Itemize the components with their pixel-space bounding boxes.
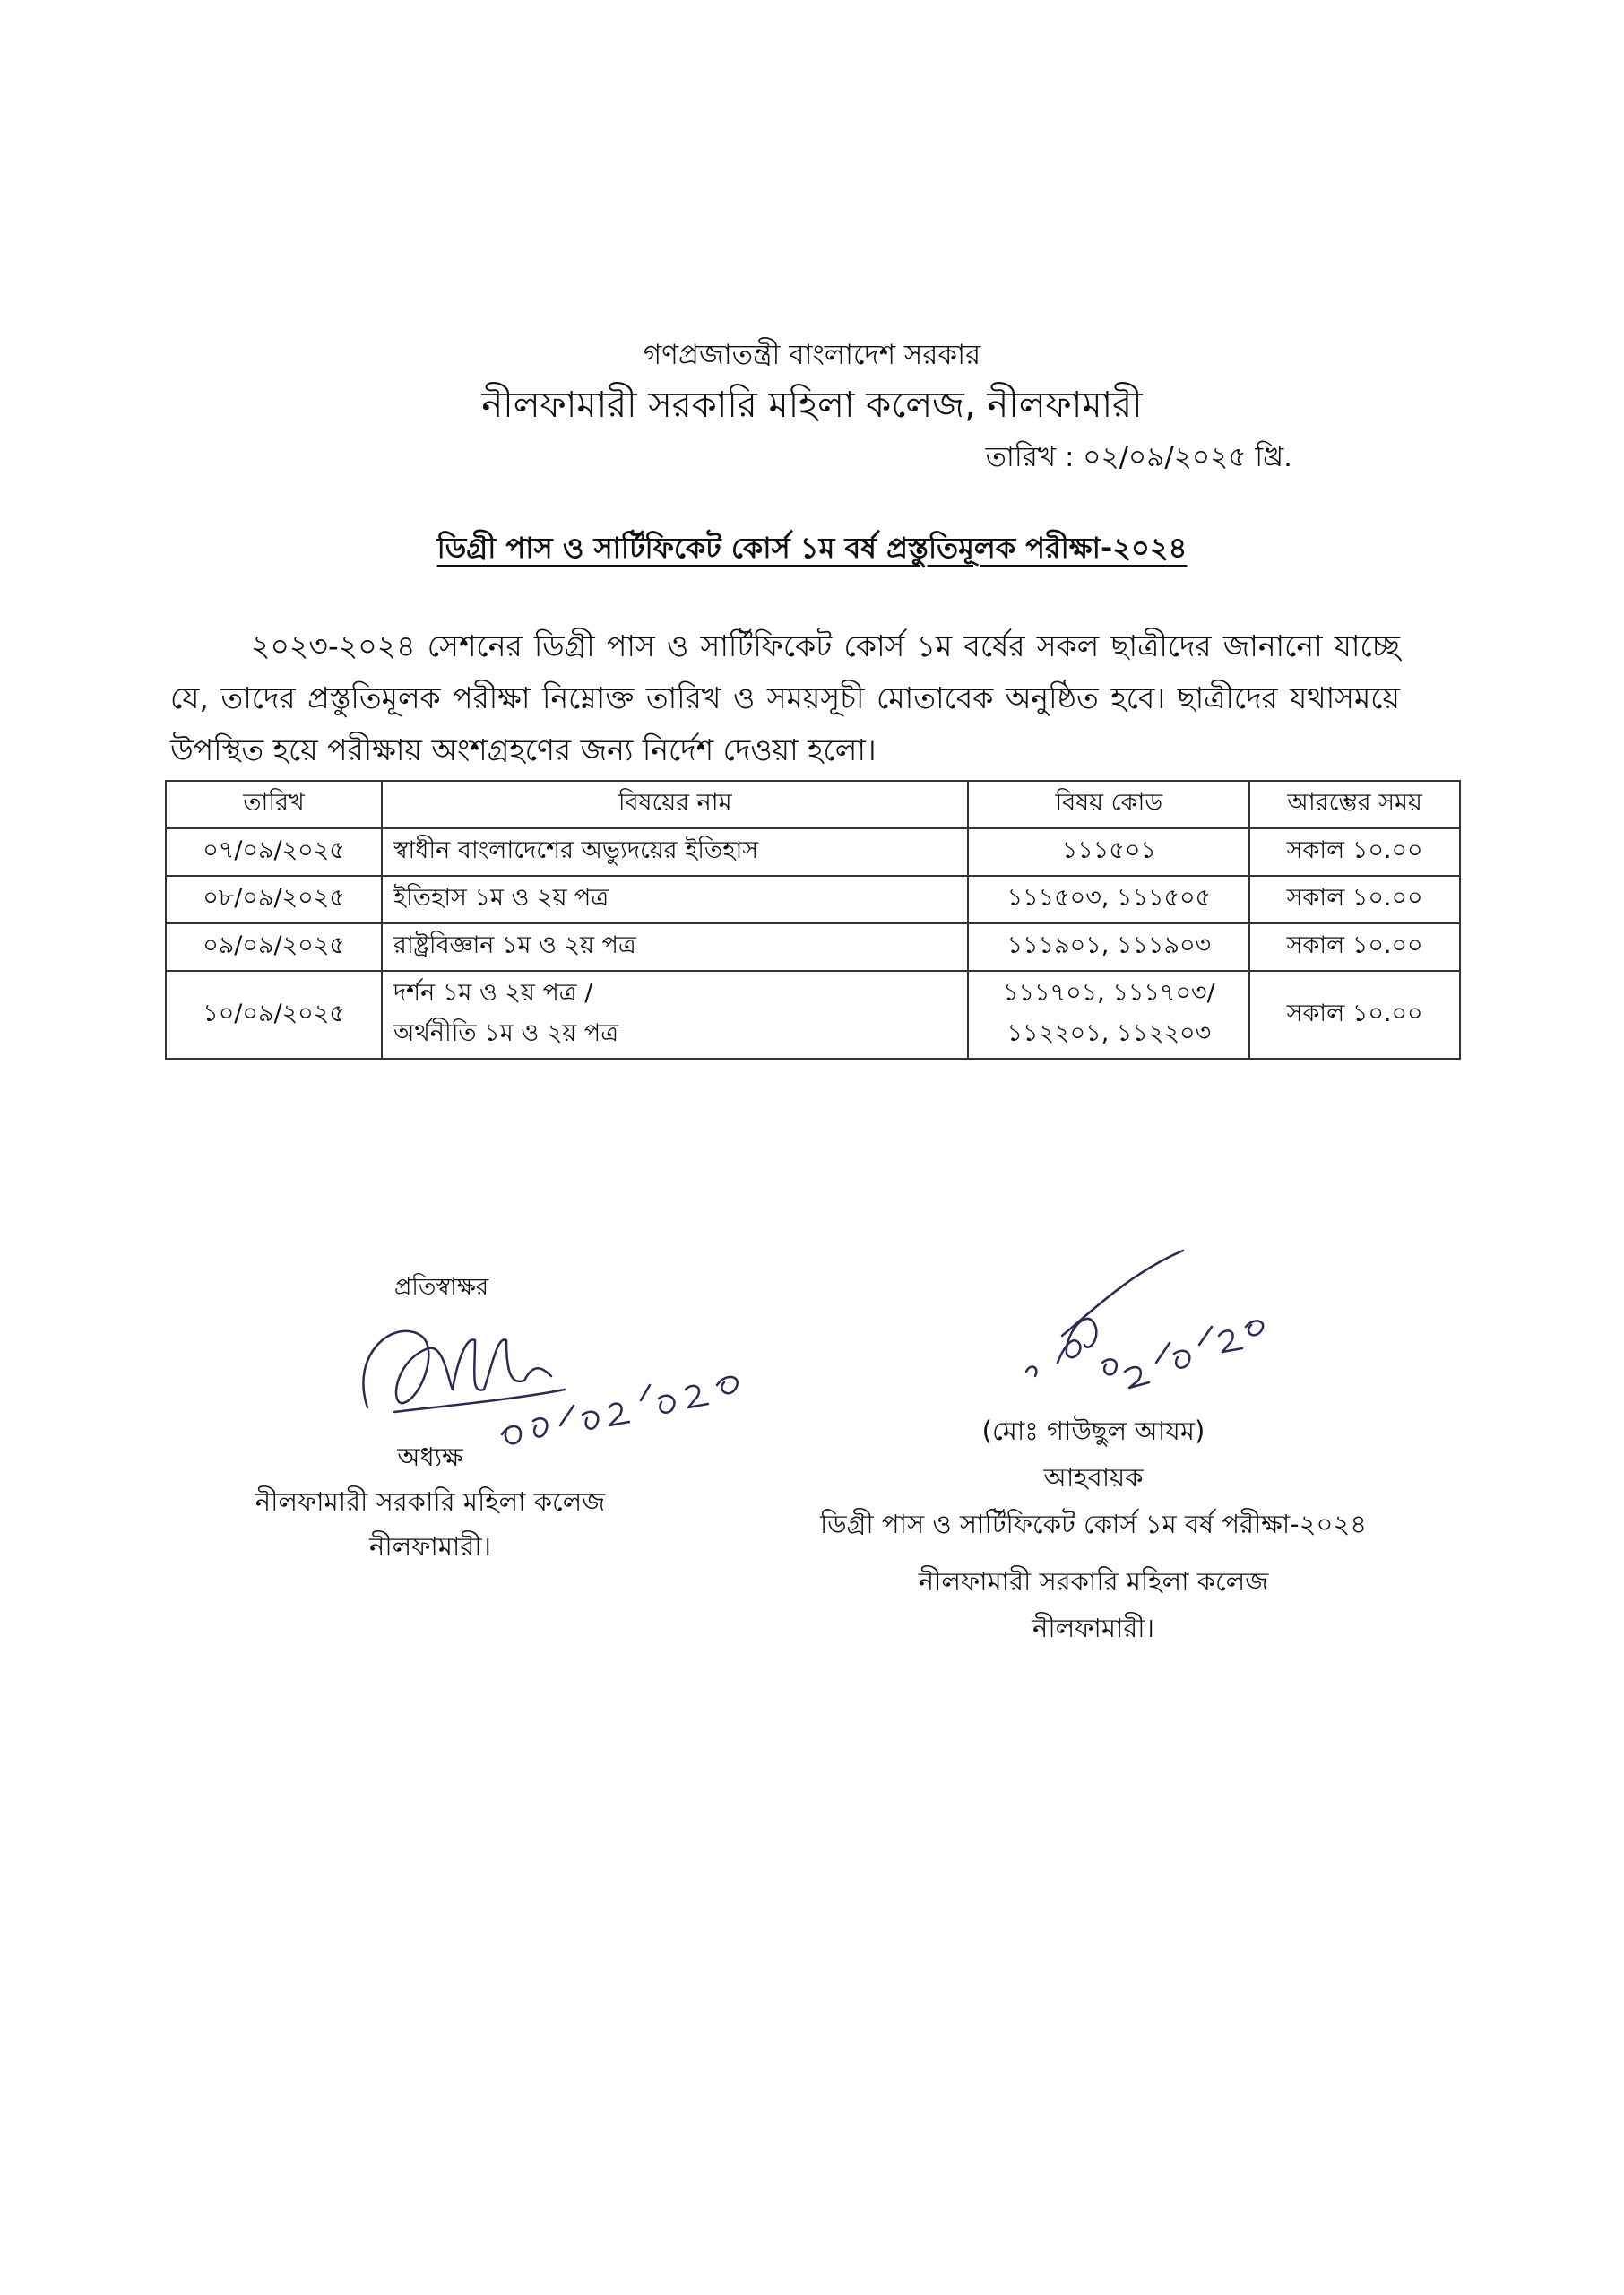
table-row	[166, 971, 1460, 1059]
row-time: সকাল ১০.০০	[1249, 876, 1460, 923]
table-header-row	[166, 781, 1460, 828]
code-line: ১১২২০১, ১১২২০৩	[1006, 1019, 1212, 1047]
convener-block	[753, 1407, 1434, 1651]
subject-line: দর্শন ১ম ও ২য় পত্র /	[393, 979, 593, 1007]
table-row	[166, 828, 1460, 876]
code-line: ১১১৫০১	[1061, 836, 1156, 864]
subject-line: স্বাধীন বাংলাদেশের অভ্যুদয়ের ইতিহাস	[393, 836, 759, 864]
row-time: সকাল ১০.০০	[1249, 828, 1460, 876]
row-subject	[382, 876, 968, 923]
government-heading: গণপ্রজাতন্ত্রী বাংলাদেশ সরকার	[643, 339, 981, 371]
row-date: ০৯/০৯/২০২৫	[166, 923, 382, 971]
row-date: ০৭/০৯/২০২৫	[166, 828, 382, 876]
row-code	[968, 828, 1249, 876]
countersign-label: প্রতিস্বাক্ষর	[394, 1274, 489, 1301]
principal-college: নীলফামারী সরকারি মহিলা কলেজ	[255, 1486, 606, 1517]
row-subject	[382, 923, 968, 971]
table-row	[166, 923, 1460, 971]
row-subject	[382, 971, 968, 1059]
code-line: ১১১৯০১, ১১১৯০৩	[1006, 931, 1212, 959]
convener-exam: ডিগ্রী পাস ও সার্টিফিকেট কোর্স ১ম বর্ষ পরীক্ষা-২০২৪	[819, 1509, 1368, 1539]
principal-title: অধ্যক্ষ	[397, 1442, 463, 1472]
principal-block	[206, 1434, 654, 1569]
row-code	[968, 971, 1249, 1059]
header-time: আরম্ভের সময়	[1249, 781, 1460, 828]
code-line: ১১১৫০৩, ১১১৫০৫	[1006, 884, 1212, 912]
spacer	[753, 1547, 1434, 1558]
header-date: তারিখ	[166, 781, 382, 828]
college-heading: নীলফামারী সরকারি মহিলা কলেজ, নীলফামারী	[481, 385, 1143, 426]
exam-schedule-table	[165, 780, 1461, 1060]
subject-line: ইতিহাস ১ম ও ২য় পত্র	[393, 884, 609, 912]
row-time: সকাল ১০.০০	[1249, 923, 1460, 971]
notice-date: তারিখ : ০২/০৯/২০২৫ খ্রি.	[985, 441, 1292, 473]
subject-line: রাষ্ট্রবিজ্ঞান ১ম ও ২য় পত্র	[393, 931, 636, 959]
convener-location: নীলফামারী।	[1032, 1613, 1154, 1643]
convener-signature	[1004, 1237, 1273, 1399]
convener-college: নীলফামারী সরকারি মহিলা কলেজ	[918, 1566, 1269, 1597]
principal-signature	[341, 1300, 753, 1457]
row-code	[968, 923, 1249, 971]
convener-name: (মোঃ গাউছুল আযম)	[981, 1416, 1205, 1446]
notice-body: ২০২৩-২০২৪ সেশনের ডিগ্রী পাস ও সার্টিফিকেট কোর্স ১ম বর্ষের সকল ছাত্রীদের জানানো যাচ্ছে যে, তাদের প্রস্তুতিমূলক পরীক্ষা নিম্নোক্ত তারিখ ও সময়সূচী মোতাবেক অনুষ্ঠিত হবে। ছাত্রীদের যথাসময়ে উপস্থিত হয়ে পরীক্ষায় অংশগ্রহণের জন্য নির্দেশ দেওয়া হলো।	[170, 628, 1400, 767]
principal-location: নীলফামারী।	[369, 1531, 491, 1562]
notice-title	[0, 525, 1624, 574]
row-time: সকাল ১০.০০	[1249, 971, 1460, 1059]
row-subject	[382, 828, 968, 876]
convener-title: আহবায়ক	[1043, 1462, 1144, 1493]
code-line: ১১১৭০১, ১১১৭০৩/	[1002, 979, 1215, 1007]
subject-line: অর্থনীতি ১ম ও ২য় পত্র	[393, 1019, 619, 1047]
table-row	[166, 876, 1460, 923]
header-code: বিষয় কোড	[968, 781, 1249, 828]
row-date: ০৮/০৯/২০২৫	[166, 876, 382, 923]
row-date: ১০/০৯/২০২৫	[166, 971, 382, 1059]
header-subject: বিষয়ের নাম	[382, 781, 968, 828]
row-code	[968, 876, 1249, 923]
notice-title-text: ডিগ্রী পাস ও সার্টিফিকেট কোর্স ১ম বর্ষ প্রস্তুতিমূলক পরীক্ষা-২০২৪	[436, 531, 1188, 565]
